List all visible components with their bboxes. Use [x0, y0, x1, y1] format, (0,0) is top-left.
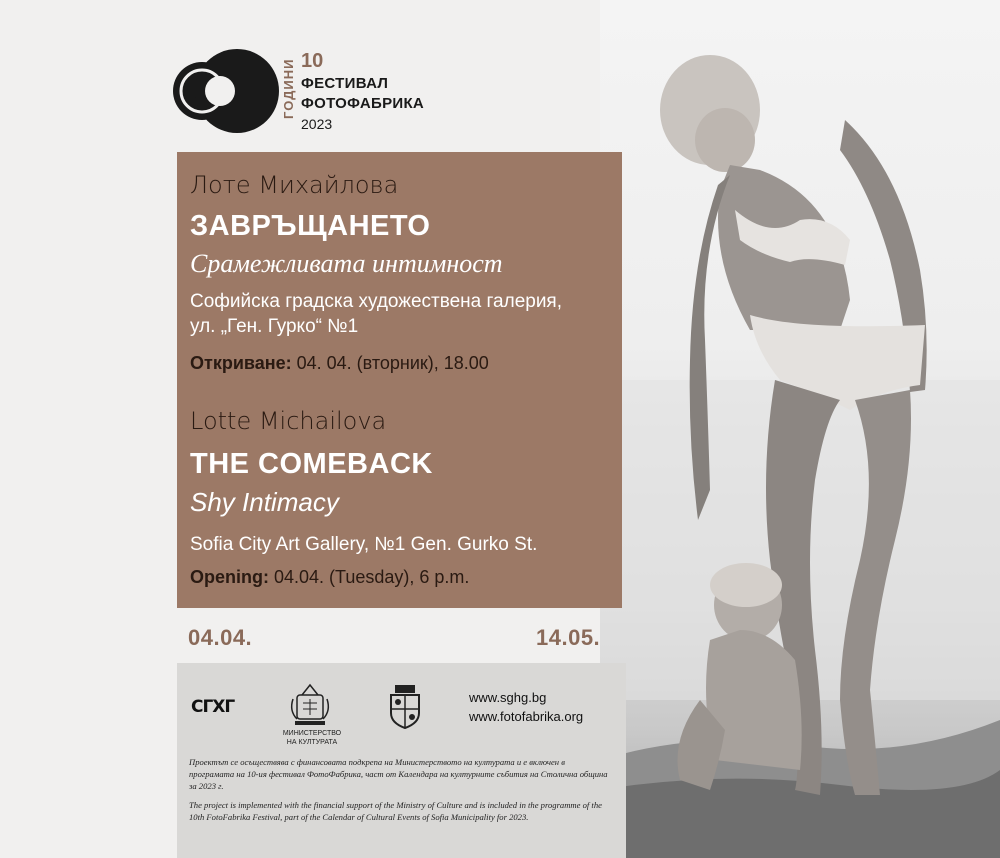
logo-fotofabrika: ФОТОФАБРИКА — [301, 95, 425, 112]
opening-en — [190, 567, 469, 588]
venue-bg-line2: ул. „Ген. Гурко“ №1 — [190, 316, 359, 337]
artist-name-bg: Лоте Михайлова — [190, 171, 399, 199]
exhibition-subtitle-en: Shy Intimacy — [190, 487, 339, 517]
url-fotofabrika[interactable]: www.fotofabrika.org — [469, 709, 584, 724]
url-sghg[interactable]: www.sghg.bg — [469, 690, 547, 705]
exhibition-subtitle-bg: Срамежливата интимност — [190, 249, 503, 278]
opening-bg — [190, 353, 489, 374]
sponsors-footer — [177, 663, 626, 858]
festival-logo-icon — [172, 48, 282, 138]
logo-number: 10 — [301, 50, 324, 72]
date-end: 14.05. — [536, 625, 601, 650]
funding-note-en: The project is implemented with the financial support of the Ministry of Culture and is included in the programme of the 10th FotoFabrika Festival, part of the Calendar of Cultural Events of Sofia Municipality for 2023. — [189, 800, 602, 822]
sofia-municipality-shield-icon — [387, 685, 423, 729]
ministry-label: МИНИСТЕРСТВО НА КУЛТУРАТА — [282, 730, 342, 746]
info-panel — [177, 152, 622, 608]
photo-illustration — [600, 0, 1000, 858]
venue-bg-line1: Софийска градска художествена галерия, — [190, 291, 563, 312]
venue-en: Sofia City Art Gallery, №1 Gen. Gurko St. — [190, 534, 538, 555]
logo-festival: ФЕСТИВАЛ — [301, 75, 389, 92]
logo-year: 2023 — [301, 116, 333, 132]
opening-en-label: Opening: — [190, 567, 269, 587]
opening-bg-label: Откриване: — [190, 353, 292, 373]
artist-name-en: Lotte Michailova — [190, 407, 387, 435]
funding-note-bg: Проектът се осъществява с финансовата подкрепа на Министерството на културата и е включен в програмата на 10-ия фестивал ФотоФабрика, част от Календара на културните събития на Столична община за 2023 г. — [189, 757, 608, 791]
photo-mother-child — [600, 0, 1000, 858]
opening-bg-value: 04. 04. (вторник), 18.00 — [291, 353, 489, 373]
exhibition-title-bg: ЗАВРЪЩАНЕТО — [190, 210, 431, 242]
logo-years-label: ГОДИНИ — [281, 58, 296, 120]
date-start: 04.04. — [188, 625, 253, 650]
gallery-logo: СГХГ — [191, 697, 235, 717]
exhibition-title-en: THE COMEBACK — [190, 448, 433, 480]
opening-en-value: 04.04. (Tuesday), 6 p.m. — [269, 567, 470, 587]
ministry-crest-icon — [287, 681, 333, 727]
